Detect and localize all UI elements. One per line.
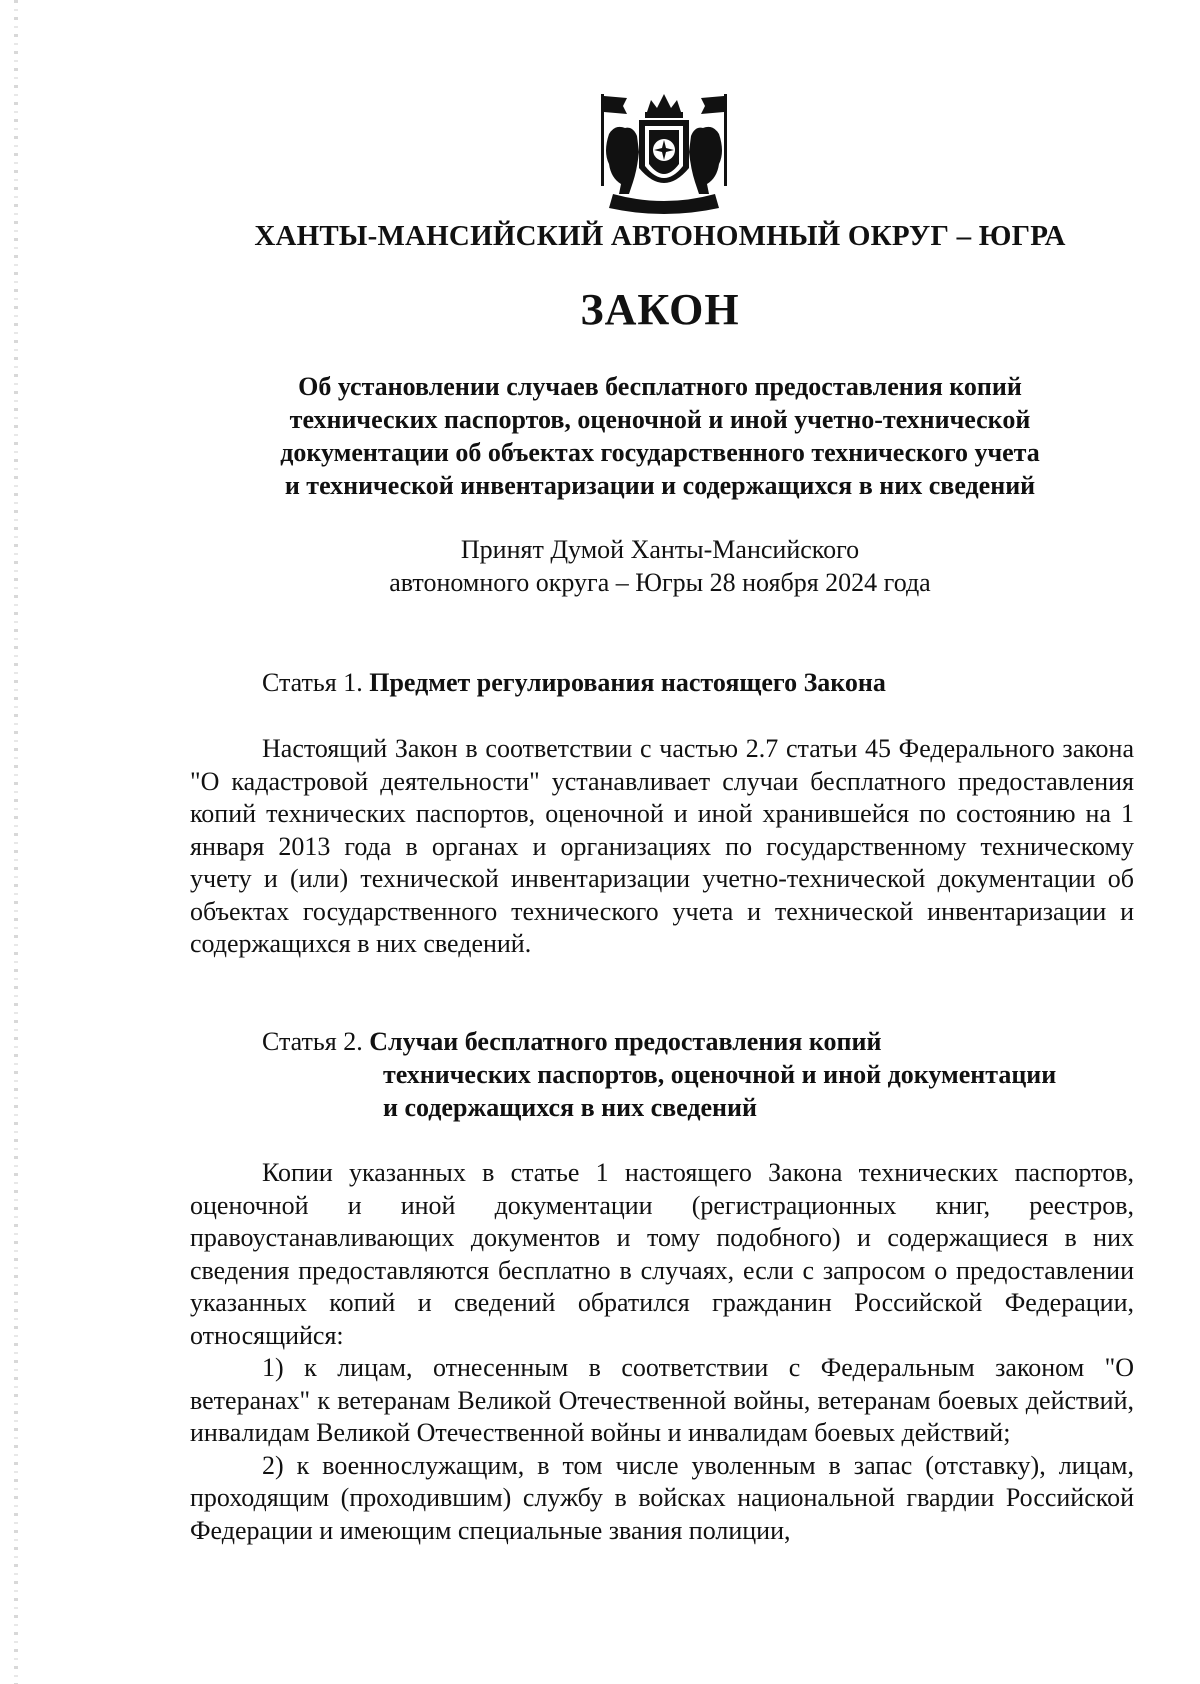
scan-edge <box>14 0 18 1684</box>
article-2-heading <box>262 1025 881 1058</box>
adoption-note-line: автономного округа – Югры 28 ноября 2024 года <box>389 568 931 597</box>
article-1-paragraph: Настоящий Закон в соответствии с частью 2.7 статьи 45 Федерального закона "О кадастровой деятельности" устанавливает случаи бесплатного предоставления копий технических паспортов, оценочной и иной хранившейся по состоянию на 1 января 2013 года в органах и организациях по государственному техническому учету и (или) технической инвентаризации учетно-технической документации об объектах государственного технического учета и технической инвентаризации и содержащихся в них сведений. <box>190 734 1134 958</box>
article-1-title: Предмет регулирования настоящего Закона <box>369 668 886 697</box>
law-subject-line: документации об объектах государственного технического учета <box>280 438 1040 467</box>
article-2-number: Статья 2. <box>262 1027 363 1056</box>
law-subject-line: технических паспортов, оценочной и иной учетно-технической <box>289 405 1031 434</box>
article-2-text <box>190 1157 1134 1547</box>
article-2-title-line: технических паспортов, оценочной и иной документации <box>383 1060 1057 1089</box>
law-subject-line: Об установлении случаев бесплатного предоставления копий <box>298 372 1022 401</box>
coat-of-arms-emblem <box>593 90 735 218</box>
article-1-text <box>190 733 1134 961</box>
law-subject <box>190 370 1130 502</box>
adoption-note-line: Принят Думой Ханты-Мансийского <box>460 535 860 564</box>
region-name: ХАНТЫ-МАНСИЙСКИЙ АВТОНОМНЫЙ ОКРУГ – ЮГРА <box>254 220 1066 252</box>
document-type-title: ЗАКОН <box>580 285 740 334</box>
article-2-item-1: 1) к лицам, отнесенным в соответствии с Федеральным законом "О ветеранах" к ветеранам Великой Отечественной войны, ветеранам боевых действий, инвалидам Великой Отечественной войны и инвалидам боевых действий; <box>190 1353 1134 1447</box>
law-subject-line: и технической инвентаризации и содержащихся в них сведений <box>284 471 1036 500</box>
article-1-number: Статья 1. <box>262 668 363 697</box>
article-1-heading <box>262 666 886 699</box>
article-2-title-line: Случаи бесплатного предоставления копий <box>369 1027 882 1056</box>
adoption-note <box>190 533 1130 599</box>
article-2-item-2: 2) к военнослужащим, в том числе уволенным в запас (отставку), лицам, проходящим (проходившим) службу в войсках национальной гвардии Российской Федерации и имеющим специальные звания полиции, <box>190 1450 1134 1545</box>
article-2-title-line: и содержащихся в них сведений <box>383 1093 757 1122</box>
article-2-intro: Копии указанных в статье 1 настоящего Закона технических паспортов, оценочной и иной документации (регистрационных книг, реестров, правоустанавливающих документов и тому подобного) и содержащиеся в них сведения предоставляются бесплатно в случаях, если с запросом о предоставлении указанных копий и сведений обратился гражданин Российской Федерации, относящийся: <box>190 1158 1134 1350</box>
